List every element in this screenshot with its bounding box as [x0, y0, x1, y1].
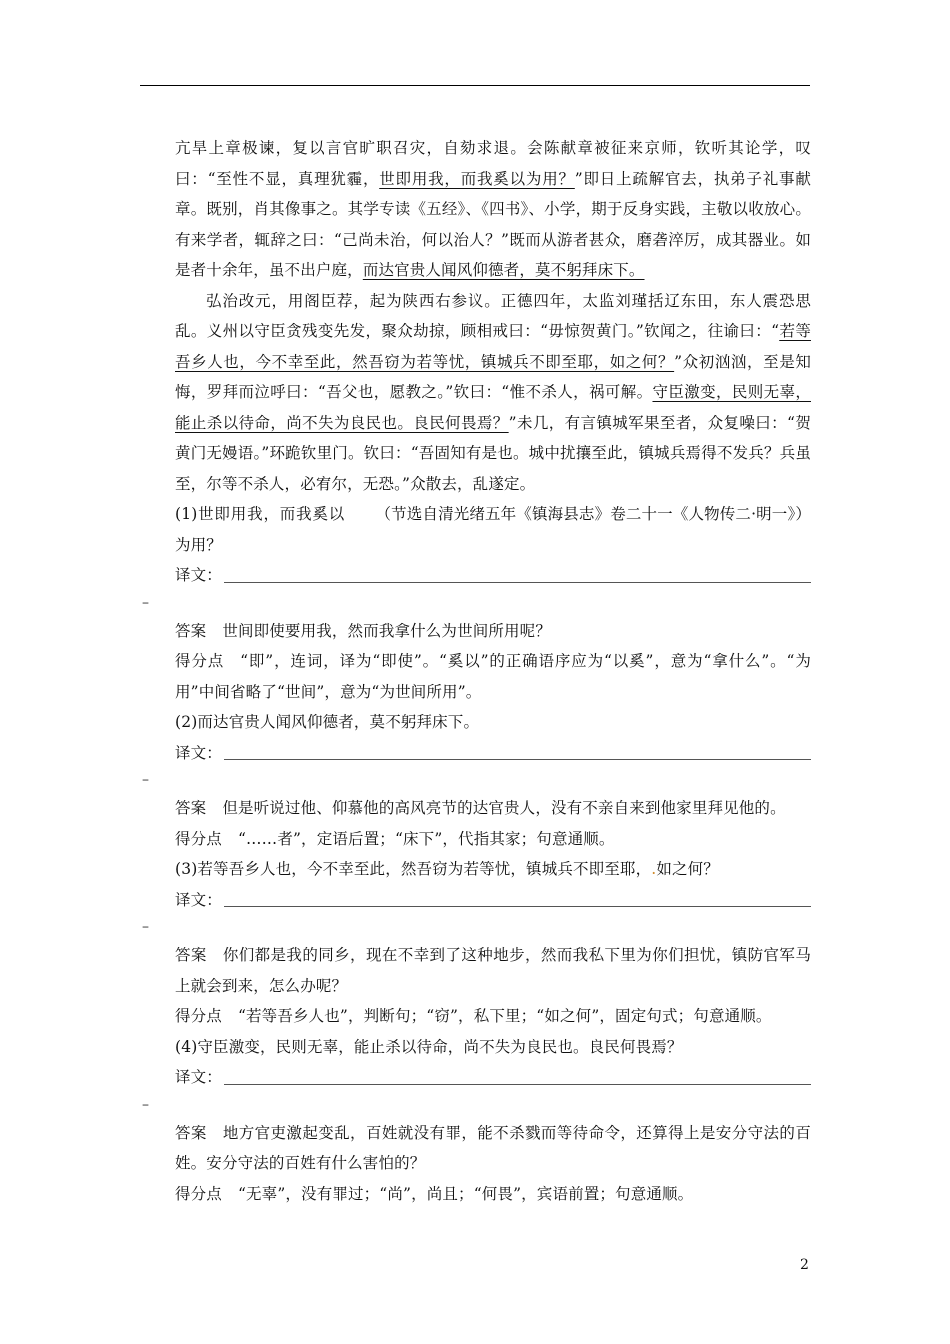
page-number: 2: [800, 1257, 809, 1273]
question-2: (2)而达官贵人闻风仰德者，莫不躬拜床下。: [175, 713, 480, 731]
translation-label: 译文：: [175, 1068, 222, 1086]
question-3: [175, 854, 811, 885]
mark-dot: .: [651, 860, 657, 878]
source-citation: （节选自清光绪五年《镇海县志》卷二十一《人物传二·明一》）: [375, 505, 811, 523]
answer-blank-line[interactable]: [224, 562, 811, 583]
question-1: (1)世即用我，而我奚以为用？: [175, 505, 345, 554]
points-label: 得分点: [175, 1184, 222, 1203]
line-continuation-mark: –: [142, 919, 150, 935]
answer-label: 答案: [175, 621, 207, 640]
points-text: “即”，连词，译为“即使”。“奚以”的正确语序应为“以奚”，意为“拿什么”。“为用”中间省略了“世间”，意为“为世间所用”。: [175, 652, 811, 701]
answer-text: 世间即使要用我，然而我拿什么为世间所用呢？: [222, 621, 551, 640]
underlined-sentence: 世即用我，而我奚以为用？: [379, 169, 575, 188]
line-continuation-mark: –: [142, 1096, 150, 1113]
line-continuation-mark: –: [142, 772, 150, 788]
points-text: “……者”，定语后置；“床下”，代指其家；句意通顺。: [237, 829, 615, 848]
translation-row-4: [175, 1062, 811, 1093]
passage-paragraph-1: [175, 133, 811, 286]
points-2: [175, 824, 811, 855]
line-continuation-mark: –: [142, 594, 150, 611]
points-1: [175, 646, 811, 707]
answer-2: [175, 793, 811, 824]
points-label: 得分点: [175, 652, 225, 670]
answer-blank-line[interactable]: [224, 1064, 811, 1085]
underlined-sentence: 守臣激变，民则无辜，能止杀以待命，尚不失为良民也。良民何畏焉？: [175, 383, 811, 432]
answer-4: [175, 1118, 811, 1179]
passage-text: ”众初汹汹，至是知悔，罗拜而泣呼曰：“吾父也，愿教之。”钦曰：“惟不杀人，祸可解。: [175, 352, 812, 401]
answer-blank-line[interactable]: [224, 886, 811, 907]
underlined-sentence: 而达官贵人闻风仰德者，莫不躬拜床下。: [362, 261, 645, 279]
answer-text: 但是听说过他、仰慕他的高风亮节的达官贵人，没有不亲自来到他家里拜见他的。: [222, 799, 786, 817]
answer-1: [175, 616, 811, 647]
answer-label: 答案: [175, 1123, 207, 1142]
translation-label: 译文：: [175, 890, 222, 909]
underlined-sentence: 若等吾乡人也，今不幸至此，然吾窃为若等忧，镇城兵不即至耶，如之何？: [175, 322, 811, 371]
answer-text: 你们都是我的同乡，现在不幸到了这种地步，然而我私下里为你们担忧，镇防官军马上就会到来，怎么办呢？: [175, 946, 811, 995]
points-label: 得分点: [175, 1007, 222, 1025]
passage-text: 弘治改元，用阁臣荐，起为陕西右参议。正德四年，太监刘瑾括辽东田，东人震恐思乱。义州以守臣贪残变先发，聚众劫掠，顾相戒曰：“毋惊贺黄门。”钦闻之，往谕曰：“: [175, 291, 811, 340]
answer-label: 答案: [175, 946, 207, 964]
answer-text: 地方官吏激起变乱，百姓就没有罪，能不杀戮而等待命令，还算得上是安分守法的百姓。安分守法的百姓有什么害怕的？: [175, 1123, 811, 1172]
passage-text: 亢旱上章极谏，复以言官旷职召灾，自劾求退。会陈献章被征来京师，钦听其论学，叹曰：“至性不显，真理犹霾，: [175, 139, 811, 188]
translation-label: 译文：: [175, 743, 222, 762]
points-text: “若等吾乡人也”，判断句；“窃”，私下里；“如之何”，固定句式；句意通顺。: [237, 1007, 772, 1025]
answer-blank-line[interactable]: [224, 739, 811, 760]
translation-label: 译文：: [175, 566, 222, 584]
points-3: [175, 1001, 811, 1032]
question-text: (3)若等吾乡人也，今不幸至此，然吾窃为若等忧，镇城兵不即至耶，: [175, 860, 652, 878]
points-text: “无辜”，没有罪过；“尚”，尚且；“何畏”，宾语前置；句意通顺。: [237, 1184, 694, 1203]
document-body: [142, 133, 812, 1209]
passage-text: ”未几，有言镇城军果至者，众复噪曰：“贺黄门无嫚语。”环跪钦里门。钦曰：“吾固知有是也。城中扰攘至此，镇城兵焉得不发兵？兵虽至，尔等不杀人，必宥尔，无恐。”众散去，乱遂定。: [175, 413, 811, 493]
header-rule: [140, 85, 810, 86]
answer-3: [175, 940, 811, 1001]
passage-paragraph-2: [175, 286, 812, 523]
translation-row-3: [175, 885, 811, 916]
translation-row-2: [175, 738, 811, 769]
question-text: 如之何？: [656, 860, 719, 878]
answer-label: 答案: [175, 799, 207, 817]
points-label: 得分点: [175, 829, 222, 848]
points-4: [175, 1179, 811, 1210]
passage-text: ”即日上疏解官去，执弟子礼事献章。既别，肖其像事之。其学专读《五经》、《四书》、小学，期于反身实践，主敬以收放心。有来学者，辄辞之曰：“己尚未治，何以治人？”既而从游者甚众，磨砻淬厉，成其器业。如是者十余年，虽不出户庭，: [175, 169, 811, 279]
question-4: (4)守臣激变，民则无辜，能止杀以待命，尚不失为良民也。良民何畏焉？: [175, 1037, 683, 1056]
translation-row-1: [175, 560, 811, 591]
